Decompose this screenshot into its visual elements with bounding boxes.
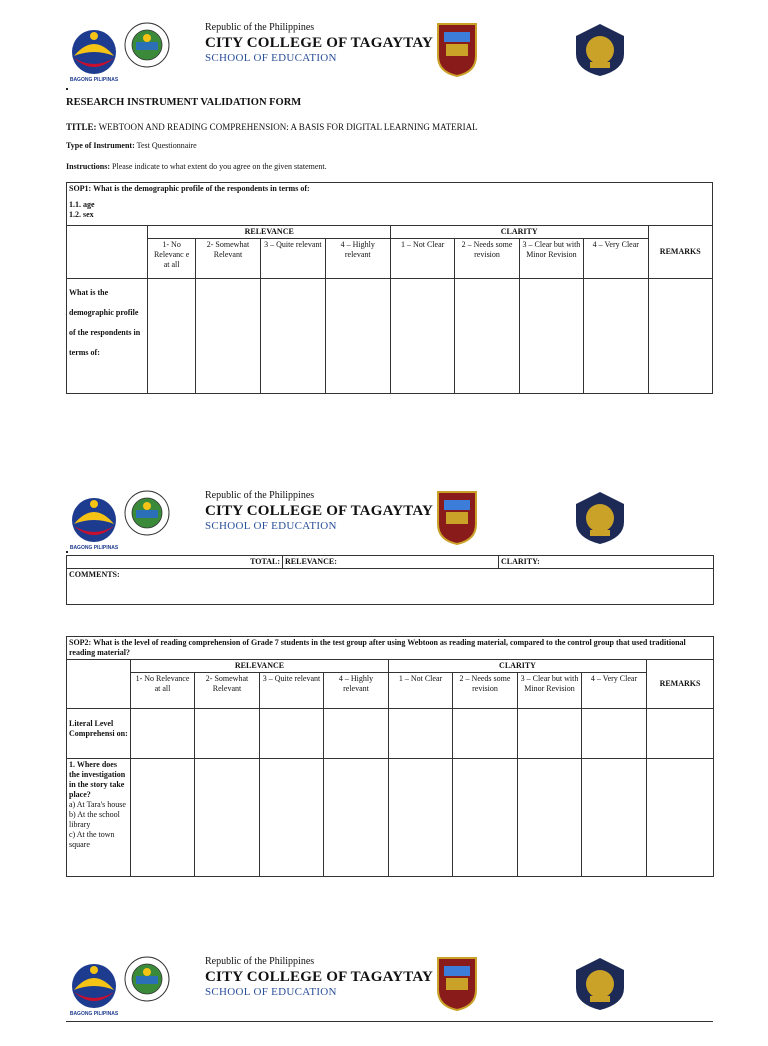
city-seal-logo: [124, 956, 170, 1002]
rel-3-header: 3 – Quite relevant: [260, 673, 324, 709]
republic-text: Republic of the Philippines: [205, 22, 315, 33]
rating-cell[interactable]: [518, 709, 582, 759]
option-a: a) At Tara's house: [69, 800, 126, 809]
instructions-label: Instructions:: [66, 162, 111, 171]
cla-2-header: 2 – Needs some revision: [453, 673, 518, 709]
sop1-item-age: 1.1. age: [69, 200, 95, 209]
total-label: TOTAL:: [67, 556, 283, 569]
question-1-cell: [67, 759, 131, 877]
rating-cell[interactable]: [453, 709, 518, 759]
rating-cell[interactable]: [582, 709, 647, 759]
rating-cell[interactable]: [148, 279, 195, 394]
city-seal-logo: [124, 22, 170, 68]
cla-4-header: 4 – Very Clear: [582, 673, 647, 709]
bullet-dot: [66, 551, 68, 553]
rating-cell[interactable]: [519, 279, 583, 394]
title-label: TITLE:: [66, 122, 97, 132]
rating-cell[interactable]: [195, 709, 260, 759]
instructions-line: [66, 162, 327, 171]
college-crest-logo: [436, 490, 478, 546]
sop2-table: [66, 636, 714, 877]
rel-2-header: 2- Somewhat Relevant: [195, 239, 260, 279]
remarks-cell[interactable]: [647, 709, 714, 759]
instructions-value: Please indicate to what extent do you agree on the given statement.: [112, 162, 327, 171]
rating-cell[interactable]: [390, 279, 454, 394]
header-text: [205, 490, 433, 533]
rel-1-header: 1- No Relevance at all: [131, 673, 195, 709]
school-name: SCHOOL OF EDUCATION: [205, 986, 337, 998]
rating-cell[interactable]: [584, 279, 648, 394]
sop1-question-cell: [67, 183, 713, 226]
relevance-total: RELEVANCE:: [283, 556, 499, 569]
rating-cell[interactable]: [131, 759, 195, 877]
rating-cell[interactable]: [195, 279, 260, 394]
clarity-header: CLARITY: [389, 660, 647, 673]
bagong-pilipinas-logo: [66, 494, 122, 550]
title-value: WEBTOON AND READING COMPREHENSION: A BASIS FOR DIGITAL LEARNING MATERIAL: [98, 122, 478, 132]
sop1-question: SOP1: What is the demographic profile of the respondents in terms of:: [69, 184, 310, 193]
rating-cell[interactable]: [455, 279, 519, 394]
option-b: b) At the school library: [69, 810, 120, 829]
college-name: CITY COLLEGE OF TAGAYTAY: [205, 969, 434, 985]
cla-4-header: 4 – Very Clear: [584, 239, 648, 279]
rating-cell[interactable]: [260, 709, 324, 759]
school-emblem-logo: [572, 22, 628, 78]
literal-level-label: Literal Level Comprehensi on:: [67, 709, 131, 759]
rating-cell[interactable]: [261, 279, 325, 394]
title-line: [66, 122, 478, 132]
cla-2-header: 2 – Needs some revision: [455, 239, 519, 279]
cla-1-header: 1 – Not Clear: [389, 673, 453, 709]
college-name: CITY COLLEGE OF TAGAYTAY: [205, 35, 434, 51]
school-emblem-logo: [572, 956, 628, 1012]
relevance-header: RELEVANCE: [131, 660, 389, 673]
question-1: 1. Where does the investigation in the story take place?: [69, 760, 126, 799]
rel-4-header: 4 – Highly relevant: [324, 673, 389, 709]
clarity-header: CLARITY: [390, 226, 648, 239]
bagong-pilipinas-logo: [66, 960, 122, 1016]
bullet-dot: [66, 88, 68, 90]
relevance-header: RELEVANCE: [148, 226, 390, 239]
rating-cell[interactable]: [389, 709, 453, 759]
svg-text:BAGONG PILIPINAS: BAGONG PILIPINAS: [69, 545, 119, 550]
rating-cell[interactable]: [453, 759, 518, 877]
form-title: RESEARCH INSTRUMENT VALIDATION FORM: [66, 97, 302, 108]
remarks-cell[interactable]: [648, 279, 713, 394]
republic-text: Republic of the Philippines: [205, 956, 315, 967]
rating-cell[interactable]: [324, 709, 389, 759]
school-name: SCHOOL OF EDUCATION: [205, 52, 337, 64]
clarity-total: CLARITY:: [499, 556, 714, 569]
page-header-3: [0, 956, 768, 1046]
cla-1-header: 1 – Not Clear: [390, 239, 454, 279]
college-crest-logo: [436, 22, 478, 78]
instrument-value: Test Questionnaire: [136, 141, 197, 150]
rating-cell[interactable]: [260, 759, 324, 877]
header-text: [205, 22, 433, 65]
cla-3-header: 3 – Clear but with Minor Revision: [519, 239, 583, 279]
header-text: [205, 956, 433, 999]
rel-3-header: 3 – Quite relevant: [261, 239, 325, 279]
college-name: CITY COLLEGE OF TAGAYTAY: [205, 503, 434, 519]
school-name: SCHOOL OF EDUCATION: [205, 520, 337, 532]
sop1-row-label: What is the demographic profile of the respondents in terms of:: [67, 279, 148, 394]
rel-2-header: 2- Somewhat Relevant: [195, 673, 260, 709]
sop1-table: [66, 182, 713, 394]
totals-table: [66, 555, 714, 605]
college-crest-logo: [436, 956, 478, 1012]
rating-cell[interactable]: [582, 759, 647, 877]
sop2-question: SOP2: What is the level of reading comprehension of Grade 7 students in the test group after using Webtoon as reading material, compared to the control group that used traditional reading material?: [67, 637, 714, 660]
instrument-label: Type of Instrument:: [66, 141, 135, 150]
bagong-pilipinas-logo: [66, 26, 122, 82]
instrument-line: [66, 141, 197, 150]
school-emblem-logo: [572, 490, 628, 546]
comments-field[interactable]: COMMENTS:: [67, 569, 714, 605]
rating-cell[interactable]: [131, 709, 195, 759]
rating-cell[interactable]: [195, 759, 260, 877]
svg-text:BAGONG PILIPINAS: BAGONG PILIPINAS: [69, 1011, 119, 1016]
cla-3-header: 3 – Clear but with Minor Revision: [518, 673, 582, 709]
svg-text:BAGONG PILIPINAS: BAGONG PILIPINAS: [69, 77, 119, 82]
rating-cell[interactable]: [518, 759, 582, 877]
option-c: c) At the town square: [69, 830, 115, 849]
remarks-header: REMARKS: [647, 660, 714, 709]
remarks-header: REMARKS: [648, 226, 713, 279]
city-seal-logo: [124, 490, 170, 536]
rel-4-header: 4 – Highly relevant: [325, 239, 390, 279]
remarks-cell[interactable]: [647, 759, 714, 877]
rating-cell[interactable]: [324, 759, 389, 877]
rel-1-header: 1- No Relevanc e at all: [148, 239, 195, 279]
rating-cell[interactable]: [325, 279, 390, 394]
rating-cell[interactable]: [389, 759, 453, 877]
sop1-item-sex: 1.2. sex: [69, 210, 94, 219]
republic-text: Republic of the Philippines: [205, 490, 315, 501]
table-edge: [66, 1021, 713, 1025]
